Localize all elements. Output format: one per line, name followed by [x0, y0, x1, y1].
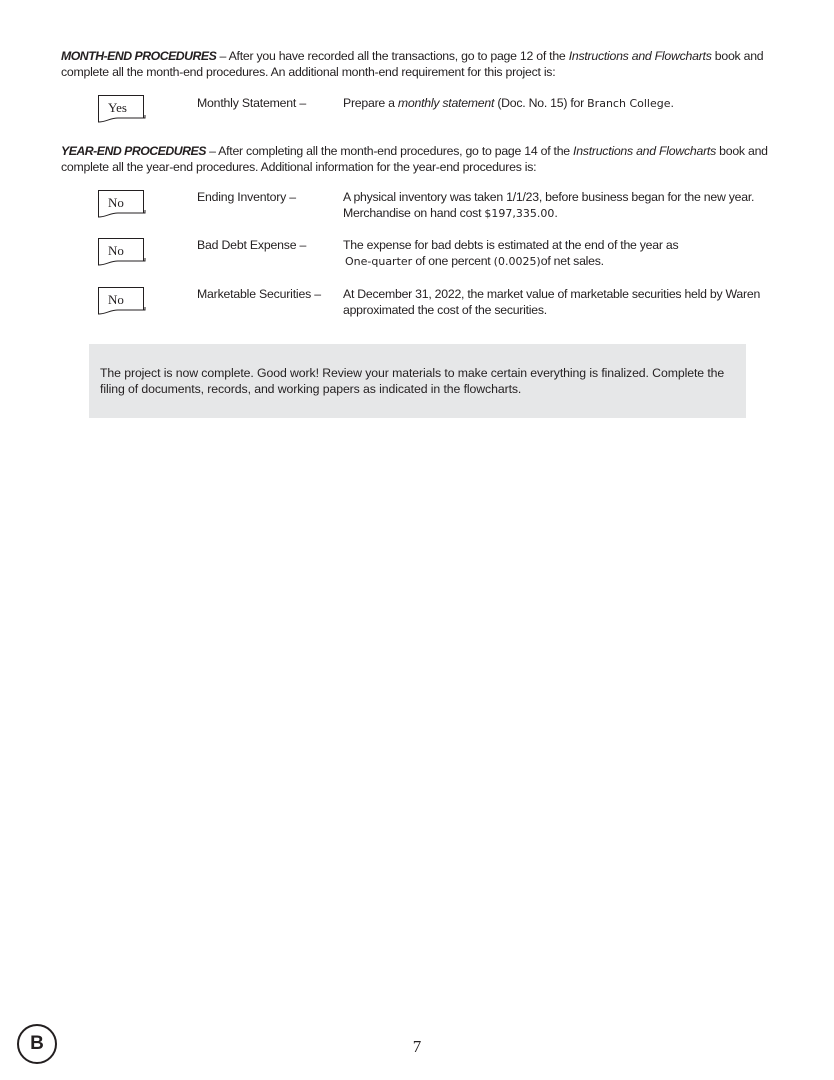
- badge-value: Yes: [108, 100, 127, 115]
- month-end-intro: [61, 48, 791, 80]
- completion-notice: [89, 344, 746, 418]
- bad-debt-text-3: of net sales.: [540, 254, 604, 268]
- badge-curl-icon: [98, 258, 146, 266]
- ending-inventory-text-1: A physical inventory was taken 1/1/23, before business began for the new year. Merchandise on hand cost: [343, 190, 755, 220]
- ending-inventory-badge: [98, 190, 144, 213]
- year-end-text-1: – After completing all the month-end procedures, go to page 14 of the: [205, 144, 574, 158]
- bad-debt-fill-fraction: One-quarter: [345, 255, 413, 268]
- bad-debt-badge: [98, 238, 144, 261]
- completion-notice-text: The project is now complete. Good work! Review your materials to make certain everything is finalized. Complete the filing of documents, records, and working papers as indicated in the flowcharts.: [100, 366, 725, 396]
- month-end-text-2: book and complete all the month-end procedures. An additional month-end requirement for this project is:: [61, 49, 764, 79]
- monthly-statement-text-1: Prepare a: [343, 96, 398, 110]
- monthly-statement-doc-name: monthly statement: [397, 96, 495, 110]
- badge-value: No: [108, 243, 124, 258]
- badge-curl-icon: [98, 307, 146, 315]
- monthly-statement-fill: Branch College.: [587, 97, 674, 110]
- badge-value: No: [108, 292, 124, 307]
- ending-inventory-text: [343, 189, 788, 222]
- bad-debt-text: [343, 237, 788, 270]
- marketable-securities-badge: [98, 287, 144, 310]
- bad-debt-fill-decimal: (0.0025): [493, 255, 541, 268]
- section-b-logo: [17, 1024, 57, 1064]
- marketable-securities-text: At December 31, 2022, the market value of marketable securities held by Waren approximated the cost of the securities.: [343, 287, 761, 317]
- ending-inventory-label: Ending Inventory –: [197, 190, 296, 204]
- monthly-statement-badge: [98, 95, 144, 118]
- month-end-heading: MONTH-END PROCEDURES: [61, 49, 217, 63]
- badge-value: No: [108, 195, 124, 210]
- year-end-book-title: Instructions and Flowcharts: [573, 144, 716, 158]
- monthly-statement-text-2: (Doc. No. 15) for: [494, 96, 588, 110]
- bad-debt-text-2: of one percent: [412, 254, 494, 268]
- month-end-book-title: Instructions and Flowcharts: [568, 49, 712, 63]
- badge-curl-icon: [98, 115, 146, 123]
- section-b-letter: B: [30, 1033, 44, 1054]
- year-end-intro: [61, 143, 791, 175]
- year-end-heading: YEAR-END PROCEDURES: [61, 144, 206, 158]
- bad-debt-label: Bad Debt Expense –: [197, 238, 307, 252]
- month-end-text-1: – After you have recorded all the transactions, go to page 12 of the: [216, 49, 569, 63]
- marketable-securities-label: Marketable Securities –: [197, 287, 321, 301]
- badge-curl-icon: [98, 210, 146, 218]
- page-number: 7: [412, 1037, 422, 1056]
- year-end-text-2: book and complete all the year-end procedures. Additional information for the year-end procedures is:: [61, 144, 768, 174]
- monthly-statement-label: Monthly Statement –: [197, 96, 306, 110]
- monthly-statement-text: [343, 95, 788, 112]
- bad-debt-text-1: The expense for bad debts is estimated at the end of the year as: [343, 238, 679, 252]
- ending-inventory-fill: $197,335.00.: [484, 207, 558, 220]
